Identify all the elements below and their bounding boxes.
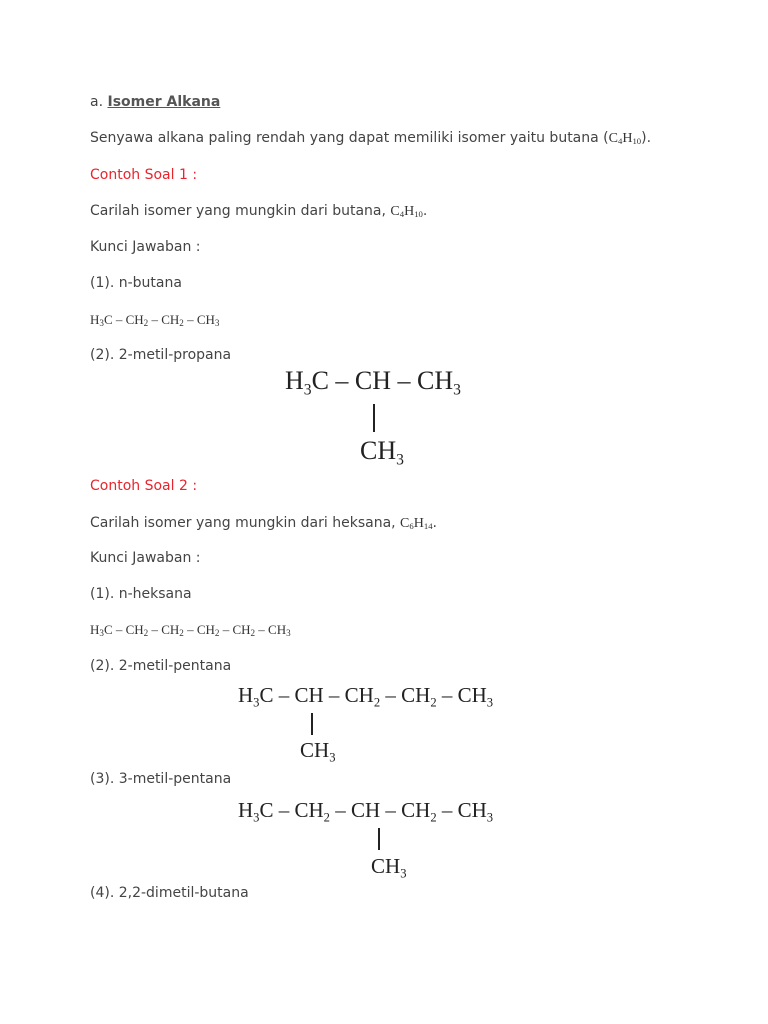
example1-label: Contoh Soal 1 : [90, 167, 198, 183]
example2-question: Carilah isomer yang mungkin dari heksana, $C_6H_{14}$. [90, 515, 437, 532]
metil-propana-bond [373, 404, 375, 432]
metil-pentana-3-main-chain: $H_3C - CH_2$ – CH – $CH_2 - CH_3$ [238, 798, 494, 825]
n-butana-formula: $H_3C - CH_2 - CH_2 - CH_3$ [90, 312, 220, 328]
example2-answer-label: Kunci Jawaban : [90, 550, 201, 566]
metil-propana-branch: $CH_3$ [360, 436, 404, 469]
butane-formula-question: $C_4H_{10}$ [390, 204, 423, 220]
example1-answer-label: Kunci Jawaban : [90, 239, 201, 255]
section-title-link[interactable]: Isomer Alkana [107, 94, 221, 110]
metil-pentana-2-main-chain: $H_3C$ – CH – $CH_2 - CH_2 - CH_3$ [238, 683, 494, 710]
example2-item2-label: (2). 2-metil-pentana [90, 658, 232, 674]
n-heksana-formula: $H_3C - CH_2 - CH_2 - CH_2 - CH_2 - CH_3$ [90, 622, 291, 638]
example2-item4-label: (4). 2,2-dimetil-butana [90, 885, 249, 901]
metil-propana-main-chain: $H_3C$ – CH – $CH_3$ [285, 366, 461, 399]
example2-item3-label: (3). 3-metil-pentana [90, 771, 232, 787]
example2-label: Contoh Soal 2 : [90, 478, 198, 494]
metil-pentana-3-bond [378, 828, 380, 850]
metil-pentana-3-branch: $CH_3$ [371, 854, 407, 881]
example2-item1-label: (1). n-heksana [90, 586, 192, 602]
metil-pentana-2-bond [311, 713, 313, 735]
example1-question: Carilah isomer yang mungkin dari butana, $C_4H_{10}$. [90, 203, 428, 220]
intro-text: Senyawa alkana paling rendah yang dapat memiliki isomer yaitu butana $(C_4H_{10})$. [90, 130, 652, 147]
section-prefix: a. [90, 94, 104, 110]
section-heading [90, 93, 220, 111]
example1-item2-label: (2). 2-metil-propana [90, 347, 232, 363]
butane-formula: $C_4H_{10}$ [608, 131, 642, 147]
example1-item1-label: (1). n-butana [90, 275, 182, 291]
hexane-formula-question: $C_6H_{14}$ [400, 516, 433, 532]
metil-pentana-2-branch: $CH_3$ [300, 738, 336, 765]
